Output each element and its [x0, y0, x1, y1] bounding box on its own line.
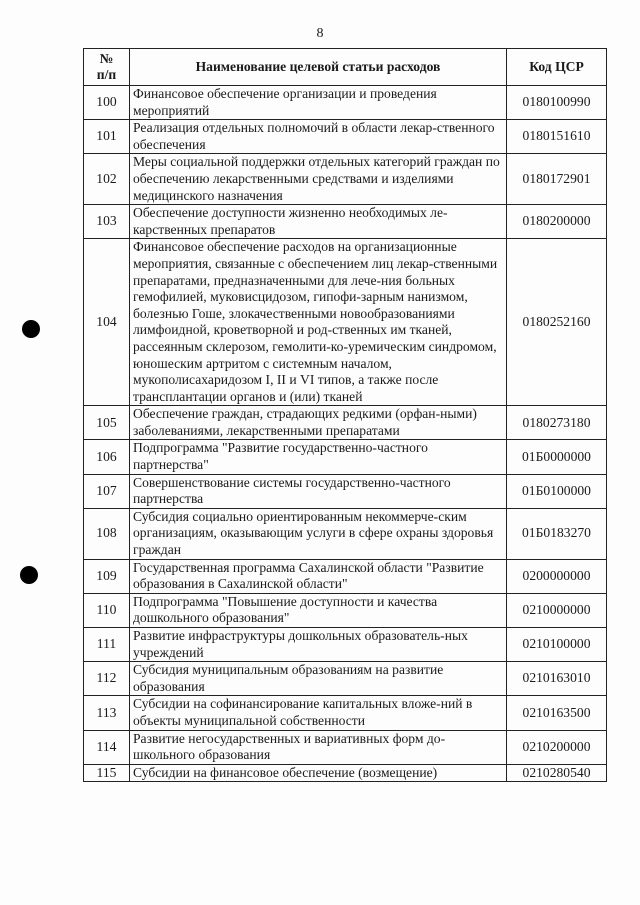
punch-hole-mark — [20, 566, 38, 584]
header-number — [84, 49, 130, 86]
row-name: Обеспечение доступности жизненно необходимых ле-карственных препаратов — [130, 205, 507, 239]
row-code: 0180100990 — [507, 86, 607, 120]
row-code: 0210280540 — [507, 764, 607, 782]
table-row — [84, 86, 607, 120]
header-code: Код ЦСР — [507, 49, 607, 86]
row-code: 0210163010 — [507, 662, 607, 696]
row-number: 102 — [84, 154, 130, 205]
row-name: Финансовое обеспечение расходов на организационные мероприятия, связанные с обеспечением лиц лекар-ственными препаратами, предназначенными для лече-ния больных гемофилией, муковисцидозом, гипофи-зарным нанизмом, болезнью Гоше, злокачественными новообразованиями лимфоидной, кроветворной и род-ственных им тканей, рассеянным склерозом, гемолити-ко-уремическим синдромом, юношеским артритом с системным началом, мукополисахаридозом I, II и VI типов, а также после трансплантации органов и (или) тканей — [130, 239, 507, 406]
table-row — [84, 730, 607, 764]
row-number: 106 — [84, 440, 130, 474]
row-name: Развитие негосударственных и вариативных форм до-школьного образования — [130, 730, 507, 764]
row-number: 113 — [84, 696, 130, 730]
row-code: 0210100000 — [507, 628, 607, 662]
table-row — [84, 154, 607, 205]
row-code: 0210163500 — [507, 696, 607, 730]
table-row — [84, 120, 607, 154]
table-row — [84, 628, 607, 662]
row-code: 0180200000 — [507, 205, 607, 239]
row-name: Субсидии на софинансирование капитальных вложе-ний в объекты муниципальной собственности — [130, 696, 507, 730]
row-code: 01Б0000000 — [507, 440, 607, 474]
row-name: Меры социальной поддержки отдельных категорий граждан по обеспечению лекарственными средствами и изделиями медицинского назначения — [130, 154, 507, 205]
row-code: 0180172901 — [507, 154, 607, 205]
row-name: Финансовое обеспечение организации и проведения мероприятий — [130, 86, 507, 120]
table-row — [84, 593, 607, 627]
page-number: 8 — [316, 26, 324, 41]
row-code: 0210200000 — [507, 730, 607, 764]
row-name: Обеспечение граждан, страдающих редкими (орфан-ными) заболеваниями, лекарственными препаратами — [130, 406, 507, 440]
row-number: 105 — [84, 406, 130, 440]
row-name: Субсидия муниципальным образованиям на развитие образования — [130, 662, 507, 696]
table-row — [84, 696, 607, 730]
row-number: 115 — [84, 764, 130, 782]
table-row — [84, 764, 607, 782]
row-name: Субсидия социально ориентированным некоммерче-ским организациям, оказывающим услуги в сфере охраны здоровья граждан — [130, 508, 507, 559]
row-name: Государственная программа Сахалинской области "Развитие образования в Сахалинской области" — [130, 559, 507, 593]
row-name: Подпрограмма "Развитие государственно-частного партнерства" — [130, 440, 507, 474]
row-number: 101 — [84, 120, 130, 154]
table-row — [84, 406, 607, 440]
row-name: Реализация отдельных полномочий в области лекар-ственного обеспечения — [130, 120, 507, 154]
table-row — [84, 508, 607, 559]
row-code: 01Б0100000 — [507, 474, 607, 508]
table-header-row — [84, 49, 607, 86]
row-number: 112 — [84, 662, 130, 696]
punch-hole-mark — [22, 320, 40, 338]
table-row — [84, 662, 607, 696]
row-code: 0210000000 — [507, 593, 607, 627]
row-number: 111 — [84, 628, 130, 662]
row-code: 0200000000 — [507, 559, 607, 593]
row-number: 108 — [84, 508, 130, 559]
row-name: Субсидии на финансовое обеспечение (возмещение) — [130, 764, 507, 782]
row-code: 0180151610 — [507, 120, 607, 154]
row-number: 110 — [84, 593, 130, 627]
header-name: Наименование целевой статьи расходов — [130, 49, 507, 86]
table-row — [84, 205, 607, 239]
header-number-label: п/п — [96, 67, 117, 82]
table-row — [84, 239, 607, 406]
row-number: 114 — [84, 730, 130, 764]
row-code: 0180252160 — [507, 239, 607, 406]
row-number: 104 — [84, 239, 130, 406]
row-number: 109 — [84, 559, 130, 593]
table-row — [84, 559, 607, 593]
row-number: 100 — [84, 86, 130, 120]
header-number-sign: № — [99, 51, 114, 66]
table-row — [84, 474, 607, 508]
row-name: Подпрограмма "Повышение доступности и качества дошкольного образования" — [130, 593, 507, 627]
row-name: Развитие инфраструктуры дошкольных образователь-ных учреждений — [130, 628, 507, 662]
row-name: Совершенствование системы государственно-частного партнерства — [130, 474, 507, 508]
row-code: 01Б0183270 — [507, 508, 607, 559]
table-row — [84, 440, 607, 474]
budget-items-table — [83, 48, 607, 782]
row-code: 0180273180 — [507, 406, 607, 440]
row-number: 103 — [84, 205, 130, 239]
row-number: 107 — [84, 474, 130, 508]
